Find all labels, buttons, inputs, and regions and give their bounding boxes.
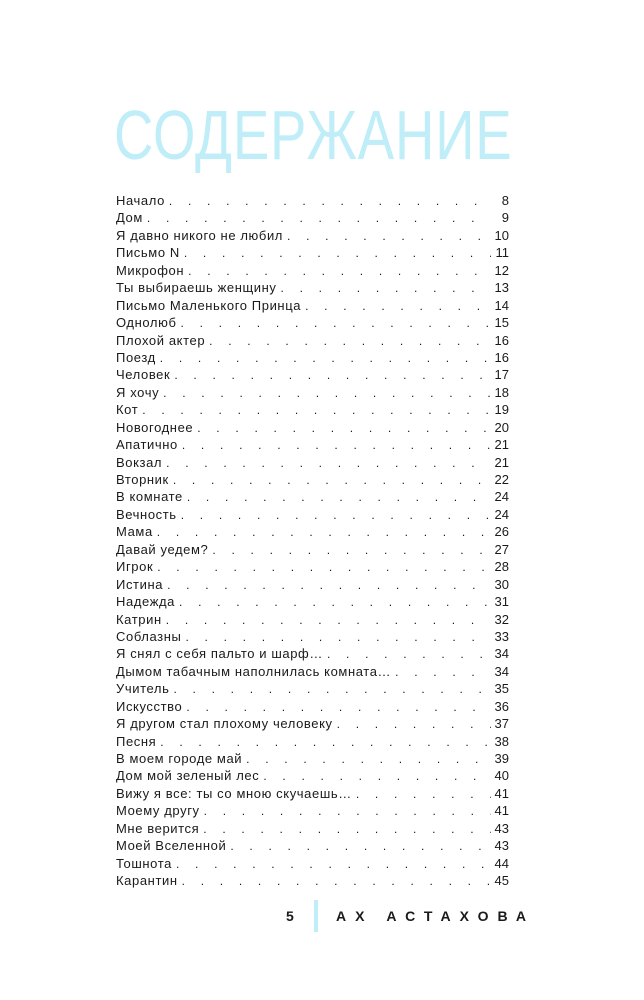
toc-entry[interactable]: [116, 698, 509, 715]
toc-entry[interactable]: [116, 767, 509, 784]
toc-entry[interactable]: [116, 192, 509, 209]
toc-entry[interactable]: [116, 855, 509, 872]
toc-entry-page: 9: [501, 210, 509, 226]
toc-entry-title: Песня: [116, 733, 157, 749]
toc-entry-title: В комнате: [116, 489, 183, 505]
toc-leader-dots: [157, 559, 490, 576]
toc-entry-title: Учитель: [116, 681, 170, 697]
toc-entry-title: Я давно никого не любил: [116, 227, 283, 243]
toc-entry-page: 41: [494, 803, 509, 819]
toc-leader-dots: [181, 315, 491, 332]
toc-leader-dots: [163, 385, 490, 402]
toc-leader-dots: [186, 699, 490, 716]
toc-entry[interactable]: [116, 244, 509, 261]
toc-leader-dots: [173, 472, 491, 489]
toc-leader-dots: [184, 245, 491, 262]
toc-entry[interactable]: [116, 645, 509, 662]
toc-leader-dots: [182, 873, 491, 890]
toc-entry-page: 38: [494, 733, 509, 749]
page-title: СОДЕРЖАНИЕ: [114, 96, 513, 174]
toc-entry-page: 24: [494, 489, 509, 505]
toc-leader-dots: [160, 350, 491, 367]
toc-entry-title: Вечность: [116, 506, 177, 522]
toc-leader-dots: [230, 838, 490, 855]
toc-entry[interactable]: [116, 349, 509, 366]
toc-entry-page: 33: [494, 628, 509, 644]
toc-entry[interactable]: [116, 209, 509, 226]
toc-entry-title: Я другом стал плохому человеку: [116, 716, 333, 732]
toc-leader-dots: [174, 367, 490, 384]
toc-entry-title: Истина: [116, 576, 164, 592]
toc-entry-title: Мама: [116, 524, 153, 540]
toc-entry-title: Плохой актер: [116, 332, 206, 348]
toc-leader-dots: [142, 402, 490, 419]
toc-entry-page: 21: [494, 454, 509, 470]
author-name: АХ АСТАХОВА: [336, 908, 536, 924]
toc-entry[interactable]: [116, 366, 509, 383]
toc-entry-page: 14: [494, 297, 509, 313]
toc-entry-title: Вторник: [116, 472, 169, 487]
toc-leader-dots: [204, 803, 491, 820]
toc-entry-page: 21: [494, 437, 509, 453]
toc-entry[interactable]: [116, 611, 509, 628]
toc-leader-dots: [167, 577, 490, 594]
toc-leader-dots: [263, 768, 490, 785]
toc-entry[interactable]: [116, 471, 509, 488]
toc-entry-page: 35: [494, 681, 509, 697]
toc-leader-dots: [209, 333, 490, 350]
toc-entry-title: Карантин: [116, 873, 178, 889]
toc-entry[interactable]: [116, 436, 509, 453]
toc-entry[interactable]: [116, 872, 509, 889]
toc-entry-title: Человек: [116, 367, 171, 383]
toc-entry[interactable]: [116, 628, 509, 645]
toc-entry-page: 19: [494, 402, 509, 418]
toc-entry-page: 36: [494, 698, 509, 714]
toc-leader-dots: [356, 786, 491, 803]
toc-entry-title: Дымом табачным наполнилась комната…: [116, 663, 392, 679]
footer-divider: [314, 900, 318, 932]
toc-entry-title: Игрок: [116, 559, 154, 575]
toc-entry-page: 12: [494, 262, 509, 278]
toc-entry[interactable]: [116, 715, 509, 732]
toc-entry[interactable]: [116, 750, 509, 767]
toc-entry-page: 41: [494, 785, 509, 801]
toc-entry[interactable]: [116, 820, 509, 837]
toc-entry-title: Катрин: [116, 611, 162, 627]
toc-entry-page: 34: [494, 663, 509, 679]
toc-entry-page: 40: [494, 768, 509, 784]
toc-entry-page: 16: [494, 332, 509, 348]
toc-entry[interactable]: [116, 663, 509, 680]
toc-entry-title: Я снял с себя пальто и шарф…: [116, 646, 323, 662]
toc-entry-page: 17: [494, 367, 509, 383]
toc-entry-page: 13: [494, 280, 509, 296]
toc-entry[interactable]: [116, 593, 509, 610]
toc-entry-page: 39: [494, 751, 509, 766]
toc-entry-title: Письмо Маленького Принца: [116, 297, 302, 313]
toc-entry-page: 16: [494, 349, 509, 365]
toc-entry-title: Однолюб: [116, 315, 177, 331]
toc-entry[interactable]: [116, 733, 509, 750]
toc-entry-title: Поезд: [116, 349, 156, 365]
toc-entry[interactable]: [116, 488, 509, 505]
toc-entry-title: Мне верится: [116, 820, 200, 836]
toc-leader-dots: [187, 489, 491, 506]
toc-leader-dots: [169, 193, 491, 210]
toc-entry[interactable]: [116, 541, 509, 558]
toc-leader-dots: [185, 629, 490, 646]
toc-entry-page: 15: [494, 315, 509, 331]
toc-entry-page: 18: [494, 384, 509, 400]
toc-entry-page: 45: [494, 873, 509, 889]
toc-entry-page: 32: [494, 611, 509, 627]
toc-entry[interactable]: [116, 576, 509, 593]
toc-entry-title: Надежда: [116, 594, 175, 610]
toc-entry[interactable]: [116, 279, 509, 296]
toc-entry-page: 30: [494, 576, 509, 592]
toc-entry[interactable]: [116, 785, 509, 802]
toc-leader-dots: [173, 681, 490, 698]
toc-entry[interactable]: [116, 314, 509, 331]
toc-leader-dots: [305, 298, 490, 315]
toc-entry[interactable]: [116, 227, 509, 244]
toc-leader-dots: [337, 716, 491, 733]
toc-entry-title: Кот: [116, 402, 139, 418]
toc-leader-dots: [182, 437, 491, 454]
toc-entry-page: 28: [494, 559, 509, 575]
toc-entry-title: Дом мой зеленый лес: [116, 768, 260, 784]
toc-entry-title: В моем городе май: [116, 751, 243, 766]
toc-entry-title: Давай уедем?: [116, 541, 209, 557]
toc-entry-page: 37: [494, 716, 509, 732]
toc-entry-title: Вижу я все: ты со мною скучаешь…: [116, 785, 352, 801]
toc-leader-dots: [160, 734, 490, 751]
toc-entry-title: Я хочу: [116, 384, 160, 400]
toc-leader-dots: [197, 420, 490, 437]
toc-entry-page: 22: [494, 472, 509, 487]
toc-entry-page: 20: [494, 419, 509, 435]
toc-entry-title: Дом: [116, 210, 143, 226]
toc-entry[interactable]: [116, 384, 509, 401]
toc-entry-title: Микрофон: [116, 262, 185, 278]
toc-entry[interactable]: [116, 454, 509, 471]
toc-leader-dots: [166, 612, 491, 629]
toc-entry-page: 31: [494, 594, 509, 610]
toc-entry-title: Вокзал: [116, 454, 163, 470]
toc-entry-page: 44: [494, 855, 509, 871]
toc-entry-page: 43: [494, 820, 509, 836]
toc-entry-title: Новогоднее: [116, 419, 194, 435]
toc-entry[interactable]: [116, 802, 509, 819]
toc-entry-title: Апатично: [116, 437, 178, 453]
toc-entry-page: 24: [494, 506, 509, 522]
page-footer: [0, 900, 644, 932]
toc-leader-dots: [287, 228, 491, 245]
toc-entry[interactable]: [116, 401, 509, 418]
toc-leader-dots: [181, 507, 491, 524]
toc-entry-page: 11: [495, 245, 509, 261]
toc-leader-dots: [188, 263, 490, 280]
toc-entry-title: Ты выбираешь женщину: [116, 280, 277, 296]
toc-entry-title: Искусство: [116, 698, 183, 714]
toc-entry-title: Начало: [116, 193, 165, 208]
toc-leader-dots: [327, 646, 491, 663]
toc-leader-dots: [281, 280, 491, 297]
toc-entry[interactable]: [116, 332, 509, 349]
toc-entry-page: 43: [494, 838, 509, 854]
toc-leader-dots: [147, 210, 491, 227]
toc-entry[interactable]: [116, 523, 509, 540]
toc-entry-title: Соблазны: [116, 628, 182, 644]
toc-entry[interactable]: [116, 558, 509, 575]
toc-entry[interactable]: [116, 506, 509, 523]
toc-entry-title: Письмо N: [116, 245, 180, 261]
toc-leader-dots: [246, 751, 490, 768]
toc-entry[interactable]: [116, 262, 509, 279]
toc-entry-page: 27: [494, 541, 509, 557]
toc-entry[interactable]: [116, 680, 509, 697]
toc-entry-page: 34: [494, 646, 509, 662]
toc-entry-page: 26: [494, 524, 509, 540]
toc-leader-dots: [157, 524, 491, 541]
toc-entry-page: 8: [501, 193, 509, 208]
toc-leader-dots: [203, 821, 490, 838]
toc-entry-page: 10: [494, 227, 509, 243]
toc-leader-dots: [212, 542, 490, 559]
table-of-contents: [116, 192, 509, 890]
toc-entry-title: Моей Вселенной: [116, 838, 227, 854]
toc-leader-dots: [166, 455, 490, 472]
page-number: 5: [286, 908, 294, 924]
toc-entry-title: Тошнота: [116, 855, 172, 871]
toc-entry[interactable]: [116, 837, 509, 854]
toc-entry[interactable]: [116, 419, 509, 436]
toc-leader-dots: [176, 856, 491, 873]
toc-leader-dots: [395, 664, 490, 681]
toc-leader-dots: [179, 594, 491, 611]
toc-entry[interactable]: [116, 297, 509, 314]
toc-entry-title: Моему другу: [116, 803, 200, 819]
